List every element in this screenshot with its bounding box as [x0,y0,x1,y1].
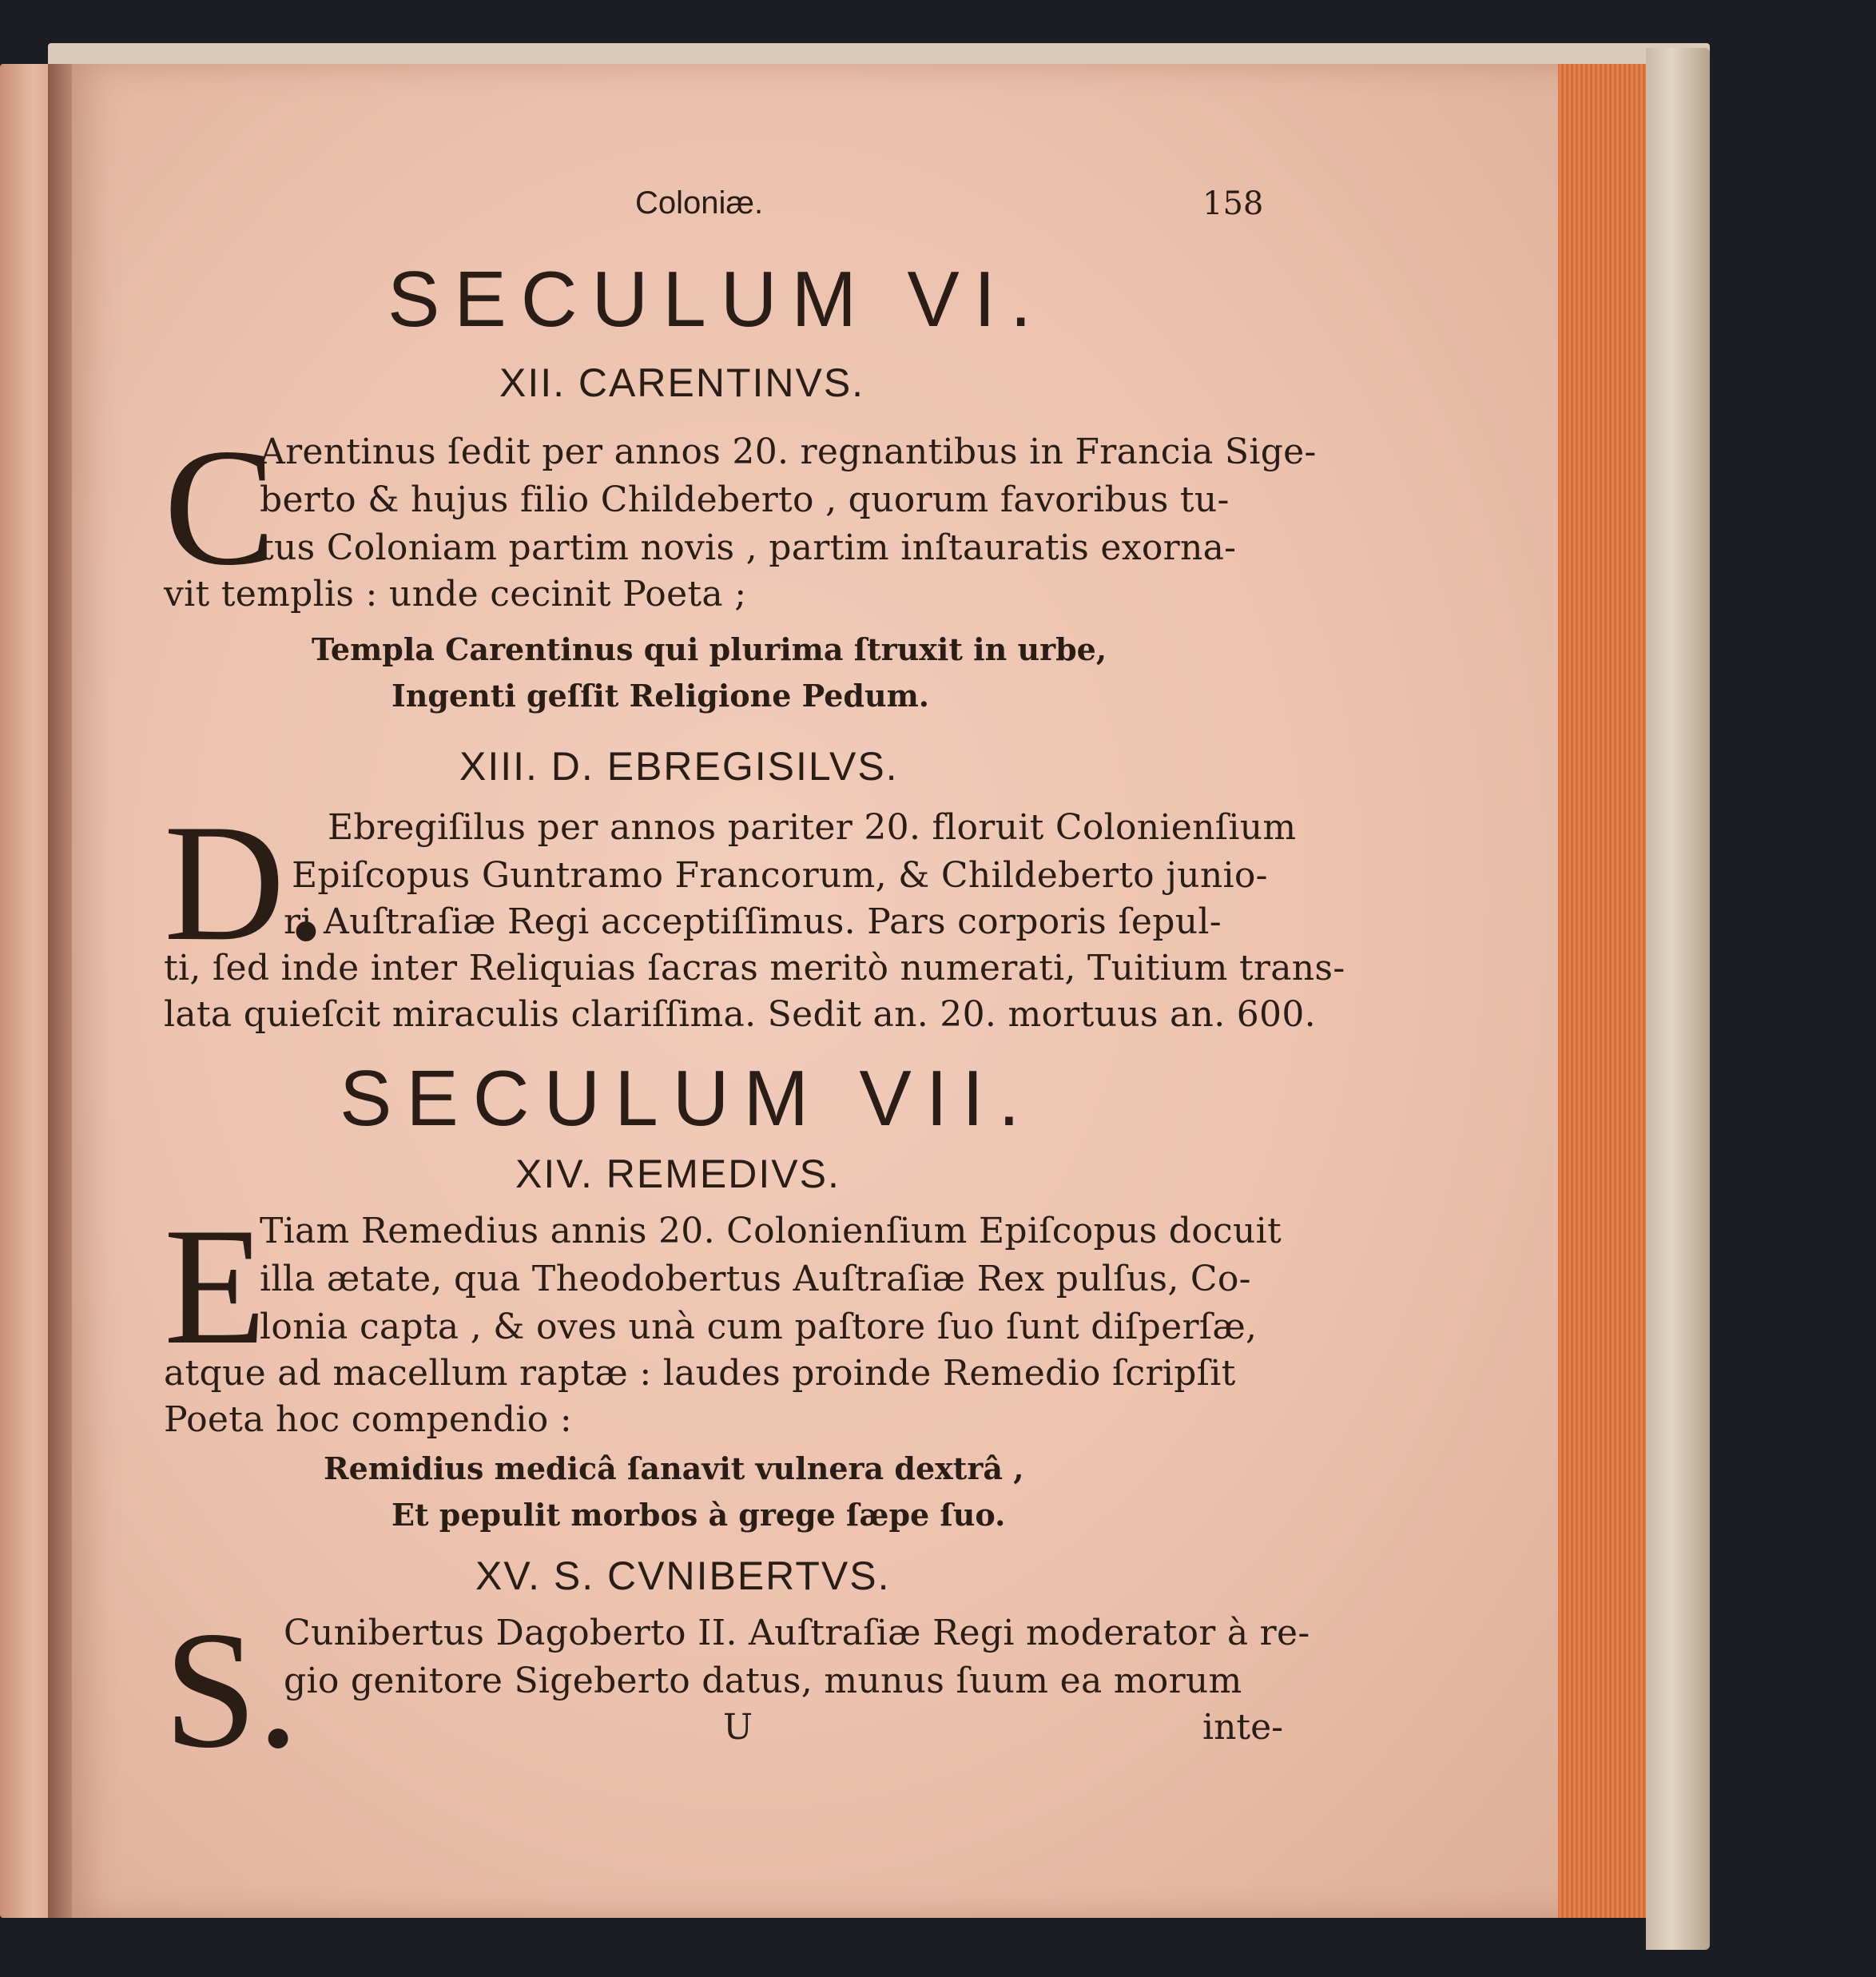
signature-mark: U [723,1707,753,1748]
page-edges [1558,64,1659,1918]
dropcap-e: E [164,1194,267,1379]
entry-heading-15: XV. S. CVNIBERTVS. [475,1553,891,1598]
section-heading-6: SECULUM VI. [388,255,1047,343]
entry-15-line-1: Cunibertus Dagoberto II. Auſtraſiæ Regi moderator à re- [284,1613,1310,1653]
book-cover-right [1646,48,1710,1950]
entry-14-line-5: Poeta hoc compendio : [164,1399,572,1440]
entry-12-verse-2: Ingenti geſſit Religione Pedum. [391,678,930,714]
page-number: 158 [1202,185,1264,222]
entry-12-line-2: berto & hujus filio Childeberto , quorum favoribus tu- [260,479,1230,520]
dropcap-s: S. [164,1597,300,1783]
section-heading-7: SECULUM VII. [340,1054,1035,1142]
dropcap-c: C [164,415,276,600]
catchword: inte- [1202,1707,1283,1748]
entry-14-verse-2: Et pepulit morbos à grege ſæpe ſuo. [391,1497,1006,1533]
entry-14-line-4: atque ad macellum raptæ : laudes proinde Remedio ſcripſit [164,1353,1236,1394]
running-head: Coloniæ. [635,185,764,221]
entry-14-line-3: lonia capta , & oves unà cum paſtore ſuo ſunt diſperſæ, [260,1307,1258,1347]
entry-heading-13: XIII. D. EBREGISILVS. [459,744,899,789]
entry-13-line-4: ti, ſed inde inter Reliquias ſacras meritò numerati, Tuitium trans- [164,948,1345,988]
entry-15-line-2: gio genitore Sigeberto datus, munus ſuum ea morum [284,1661,1242,1701]
entry-13-line-3: ri Auſtraſiæ Regi acceptiſſimus. Pars corporis ſepul- [284,901,1222,942]
entry-13-line-2: Epiſcopus Guntramo Francorum, & Childeberto junio- [292,855,1268,896]
dropcap-d: D. [164,790,328,976]
entry-heading-12: XII. CARENTINVS. [499,360,865,405]
entry-12-verse-1: Templa Carentinus qui plurima ſtruxit in urbe, [312,631,1107,667]
entry-14-line-1: Tiam Remedius annis 20. Colonienſium Epiſcopus docuit [260,1211,1282,1251]
entry-12-line-1: Arentinus ſedit per annos 20. regnantibus in Francia Sige- [260,432,1317,472]
entry-13-line-5: lata quieſcit miraculis clariſſima. Sedit an. 20. mortuus an. 600. [164,994,1316,1035]
entry-12-line-4: vit templis : unde cecinit Poeta ; [164,574,747,615]
entry-14-verse-1: Remidius medicâ ſanavit vulnera dextrâ , [324,1450,1024,1486]
entry-12-line-3: tus Coloniam partim novis , partim inſtauratis exorna- [260,527,1237,568]
entry-14-line-2: illa ætate, qua Theodobertus Auſtraſiæ Rex pulſus, Co- [260,1259,1251,1299]
entry-heading-14: XIV. REMEDIVS. [515,1152,841,1196]
entry-13-line-1: Ebregiſilus per annos pariter 20. floruit Colonienſium [328,807,1297,848]
